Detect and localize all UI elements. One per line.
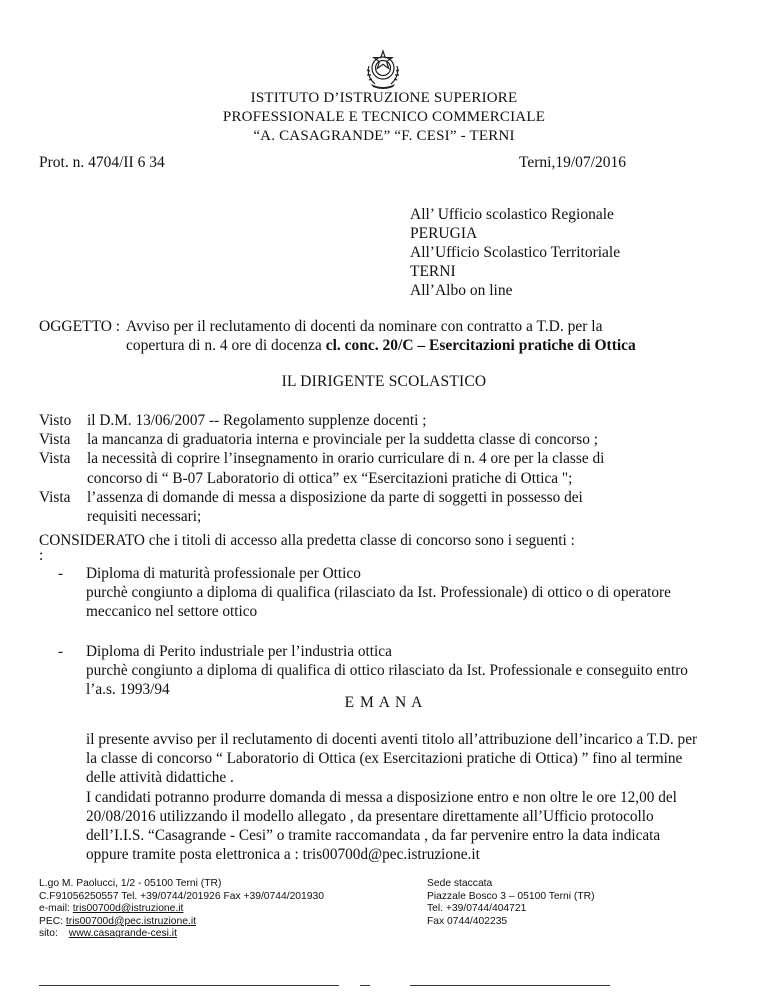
recipient-line: All’Albo on line — [410, 282, 513, 299]
requirement-item — [58, 642, 758, 700]
premise-line: la mancanza di graduatoria interna e provinciale per la suddetta classe di concorso ; — [87, 431, 598, 449]
footer-address: L.go M. Paolucci, 1/2 - 05100 Terni (TR) — [39, 878, 222, 889]
recipient-line: All’ Ufficio scolastico Regionale — [410, 206, 614, 223]
premise-line: requisiti necessari; — [87, 508, 202, 526]
bottom-rule-right — [410, 985, 610, 986]
italian-republic-emblem-icon — [361, 48, 405, 90]
premise-item — [39, 430, 759, 449]
document-date: Terni,19/07/2016 — [519, 154, 626, 171]
footer-site-link[interactable]: www.casagrande-cesi.it — [68, 928, 177, 940]
footer-branch-tel: Tel. +39/0744/404721 — [427, 903, 527, 915]
institute-name-line3: “A. CASAGRANDE” “F. CESI” - TERNI — [253, 128, 515, 144]
premise-label: Vista — [39, 450, 71, 468]
premise-label: Vista — [39, 488, 71, 506]
requirement-line: Diploma di maturità professionale per Ottico — [86, 565, 361, 582]
requirement-line: l’a.s. 1993/94 — [86, 681, 170, 699]
recipient-line: TERNI — [410, 263, 456, 280]
footer-main-office — [39, 878, 324, 941]
premise-label: Visto — [39, 412, 72, 429]
footer-pec-row — [39, 916, 324, 929]
premise-line: il D.M. 13/06/2007 -- Regolamento supplenze docenti ; — [87, 412, 427, 429]
protocol-number: Prot. n. 4704/II 6 34 — [39, 154, 165, 171]
notice-body — [86, 730, 758, 864]
requirement-text — [86, 642, 688, 700]
footer-email-row — [39, 903, 324, 916]
footer-email-label: e-mail: — [39, 903, 70, 915]
considerato-line: CONSIDERATO che i titoli di accesso alla predetta classe di concorso sono i seguenti : — [39, 532, 575, 549]
body-line: I candidati potranno produrre domanda di messa a disposizione entro e non oltre le ore 12,00 del — [86, 788, 677, 806]
premise-line: concorso di “ B-07 Laboratorio di ottica” ex “Esercitazioni pratiche di Ottica "; — [87, 469, 573, 487]
subject-line2 — [126, 336, 636, 355]
bottom-rule-mid — [360, 985, 370, 986]
footer-pec-link[interactable]: tris00700d@pec.istruzione.it — [65, 915, 197, 927]
body-line: il presente avviso per il reclutamento di docenti aventi titolo all’attribuzione dell’incarico a T.D. per — [86, 731, 698, 748]
subject-line2-text: copertura di n. 4 ore di docenza — [126, 337, 326, 354]
premise-item — [39, 411, 759, 430]
premise-item — [39, 449, 759, 487]
body-line: delle attività didattiche . — [86, 769, 234, 787]
emana-heading: E M A N A — [344, 694, 424, 711]
footer-site-row — [39, 928, 324, 941]
institute-name-line2: PROFESSIONALE E TECNICO COMMERCIALE — [222, 109, 546, 125]
signer-title: IL DIRIGENTE SCOLASTICO — [281, 373, 487, 390]
premise-label: Vista — [39, 431, 71, 449]
considerato-colon: : — [39, 547, 44, 564]
body-line: la classe di concorso “ Laboratorio di Ottica (ex Esercitazioni pratiche di Ottica) ” fino al termine — [86, 750, 683, 768]
footer-email-link[interactable]: tris00700d@istruzione.it — [72, 903, 184, 915]
requirement-line: purchè congiunto a diploma di qualifica (rilasciato da Ist. Professionale) di ottico o di operatore — [86, 584, 671, 602]
requirement-line: purchè congiunto a diploma di qualifica di ottico rilasciato da Ist. Professionale e conseguito entro — [86, 661, 688, 679]
footer-branch-title: Sede staccata — [427, 878, 493, 889]
premise-text — [87, 449, 604, 487]
subject-class-code: cl. conc. 20/C – Esercitazioni pratiche di Ottica — [325, 337, 636, 354]
subject-label: OGGETTO : — [39, 318, 121, 335]
body-line: 20/08/2016 utilizzando il modello allegato , da presentare direttamente all’Ufficio protocollo — [86, 807, 654, 825]
requirement-dash: - — [58, 565, 64, 582]
footer-branch-office — [427, 878, 595, 928]
requirement-line: Diploma di Perito industriale per l’industria ottica — [86, 642, 392, 660]
recipients-block — [410, 205, 620, 300]
premise-text — [87, 430, 598, 449]
premise-line: la necessità di coprire l’insegnamento in orario curriculare di n. 4 ore per la classe di — [87, 450, 605, 468]
requirement-text — [86, 564, 671, 622]
body-line: dell’I.I.S. “Casagrande - Cesi” o tramite raccomandata , da far pervenire entro la data indicata — [86, 827, 661, 845]
footer-cf-tel: C.F91056250557 Tel. +39/0744/201926 Fax +39/0744/201930 — [39, 890, 324, 902]
recipient-line: PERUGIA — [410, 225, 478, 242]
body-line: oppure tramite posta elettronica a : tris00700d@pec.istruzione.it — [86, 846, 480, 864]
requirement-dash: - — [58, 642, 64, 660]
requirement-item — [58, 564, 758, 622]
premises-list — [39, 411, 759, 526]
footer-site-label: sito: — [39, 928, 58, 940]
premise-text — [87, 411, 426, 430]
premise-line: l’assenza di domande di messa a disposizione da parte di soggetti in possesso dei — [87, 488, 583, 506]
requirement-line: meccanico nel settore ottico — [86, 603, 258, 621]
institute-name-line1: ISTITUTO D’ISTRUZIONE SUPERIORE — [250, 90, 518, 106]
premise-item — [39, 488, 759, 526]
footer-branch-fax: Fax 0744/402235 — [427, 915, 508, 927]
premise-text — [87, 488, 583, 526]
recipient-line: All’Ufficio Scolastico Territoriale — [410, 244, 621, 261]
requirements-list — [58, 564, 758, 699]
footer-branch-address: Piazzale Bosco 3 – 05100 Terni (TR) — [427, 890, 595, 902]
footer-pec-label: PEC: — [39, 915, 64, 927]
subject-line1: Avviso per il reclutamento di docenti da nominare con contratto a T.D. per la — [126, 318, 603, 335]
bottom-rule-left — [39, 985, 339, 986]
